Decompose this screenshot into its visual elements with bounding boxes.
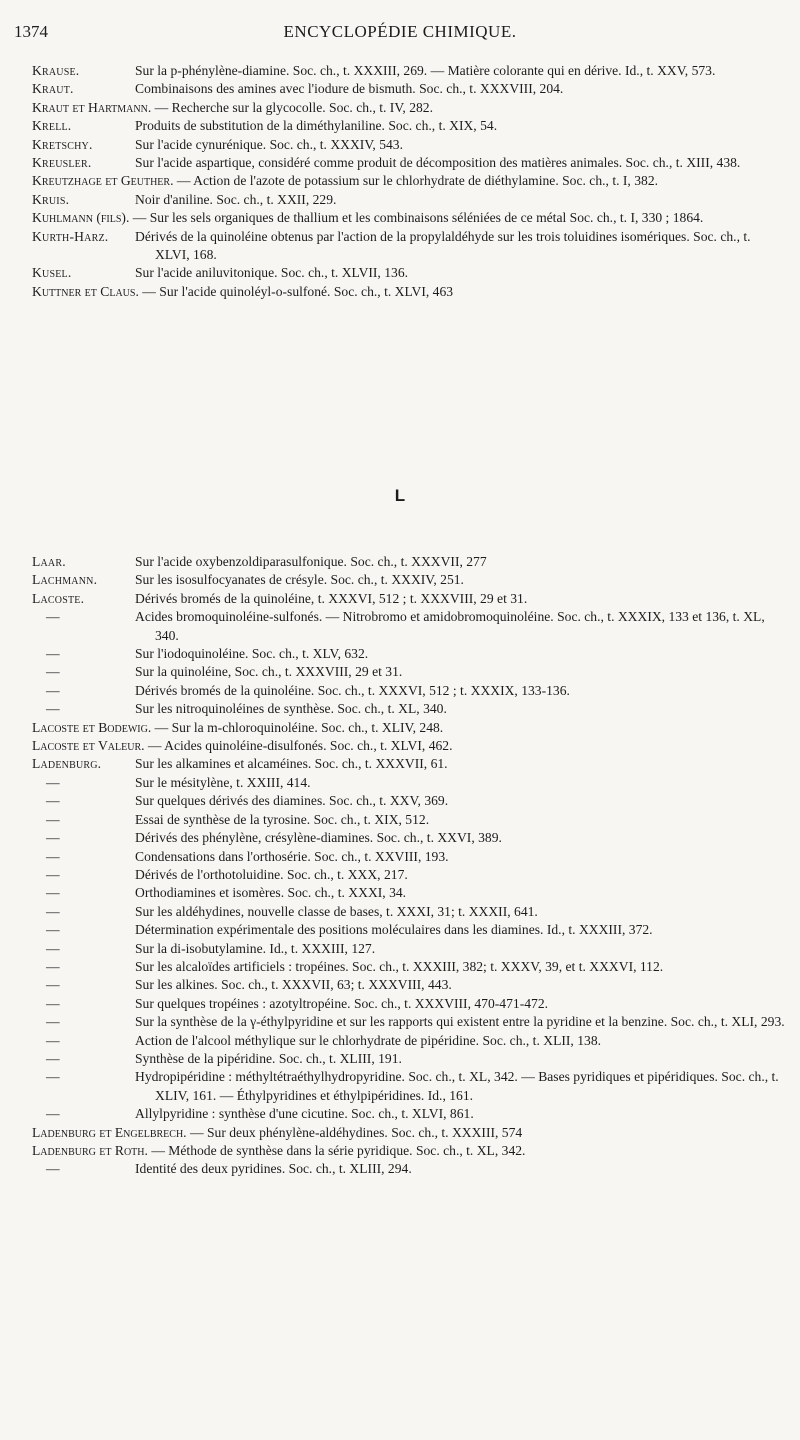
ditto-dash: — xyxy=(46,995,60,1011)
bibliography-entry xyxy=(32,80,788,98)
bibliography-entry xyxy=(32,264,788,282)
entry-author: Kuttner et Claus. xyxy=(32,283,139,299)
bibliography-entry xyxy=(32,940,788,958)
ditto-dash: — xyxy=(46,609,60,625)
ditto-dash: — xyxy=(46,774,60,790)
entry-text: Combinaisons des amines avec l'iodure de bismuth. Soc. ch., t. XXXVIII, 204. xyxy=(135,81,564,97)
bibliography-entry xyxy=(32,590,788,608)
entry-text: Dérivés de la quinoléine obtenus par l'action de la propylaldéhyde sur les trois toluidines isomériques. Soc. ch., t. XLVI, 168. xyxy=(135,228,751,263)
bibliography-entry xyxy=(32,209,788,227)
entry-text: Sur l'acide aspartique, considéré comme produit de décomposition des matières animales. Soc. ch., t. XIII, 438. xyxy=(135,155,741,171)
entry-text: Noir d'aniline. Soc. ch., t. XXII, 229. xyxy=(135,191,337,207)
ditto-dash: — xyxy=(46,1050,60,1066)
bibliography-entry xyxy=(32,1013,788,1031)
entry-text: Dérivés bromés de la quinoléine. Soc. ch., t. XXXVI, 512 ; t. XXXIX, 133-136. xyxy=(135,682,570,698)
ditto-dash: — xyxy=(46,848,60,864)
entry-text: — Sur deux phénylène-aldéhydines. Soc. ch., t. XXXIII, 574 xyxy=(189,1124,523,1140)
bibliography-entry xyxy=(32,663,788,681)
entry-text: Condensations dans l'orthosérie. Soc. ch., t. XXVIII, 193. xyxy=(135,848,449,864)
entry-text: Dérivés de l'orthotoluidine. Soc. ch., t. XXX, 217. xyxy=(135,866,408,882)
bibliography-entry xyxy=(32,571,788,589)
bibliography-entry xyxy=(32,62,788,80)
entry-text: Synthèse de la pipéridine. Soc. ch., t. XLIII, 191. xyxy=(135,1050,402,1066)
bibliography-entry xyxy=(32,848,788,866)
bibliography-entry xyxy=(32,700,788,718)
entry-text: Détermination expérimentale des positions moléculaires dans les diamines. Id., t. XXXIII, 372. xyxy=(135,922,653,938)
bibliography-entry xyxy=(32,829,788,847)
entry-text: Sur quelques dérivés des diamines. Soc. ch., t. XXV, 369. xyxy=(135,793,449,809)
page-header xyxy=(14,22,786,44)
entry-author: Laar. xyxy=(32,554,66,569)
bibliography-entry xyxy=(32,99,788,117)
bibliography-entry xyxy=(32,1142,788,1160)
entry-text: Hydropipéridine : méthyltétraéthylhydropyridine. Soc. ch., t. XL, 342. — Bases pyridiques et pipéridiques. Soc. ch., t. XLIV, 161. — Éthylpyridines et éthylpipéridines. Id., 161. xyxy=(135,1069,779,1103)
entry-text: Acides bromoquinoléine-sulfonés. — Nitrobromo et amidobromoquinoléine. Soc. ch., t. XXXIX, 133 et 136, t. XL, 340. xyxy=(135,609,765,643)
entry-line xyxy=(32,99,788,117)
bibliography-entry xyxy=(32,903,788,921)
entry-author: Kreusler. xyxy=(32,155,92,171)
entry-author: Lacoste et Valeur. xyxy=(32,738,145,754)
bibliography-entry xyxy=(32,117,788,135)
entry-author: Ladenburg. xyxy=(32,756,102,772)
bibliography-entry xyxy=(32,995,788,1013)
bibliography-entry xyxy=(32,958,788,976)
entry-text: Allylpyridine : synthèse d'une cicutine. Soc. ch., t. XLVI, 861. xyxy=(135,1106,474,1122)
entry-author: Krause. xyxy=(32,63,80,78)
entry-author: Lacoste et Bodewig. xyxy=(32,719,152,735)
bibliography-entry xyxy=(32,792,788,810)
section-k-entries xyxy=(32,62,788,301)
ditto-dash: — xyxy=(46,1069,60,1085)
ditto-dash: — xyxy=(46,793,60,809)
entry-text: — Action de l'azote de potassium sur le chlorhydrate de diéthylamine. Soc. ch., t. I, 382. xyxy=(176,173,659,189)
entry-text: Sur la p-phénylène-diamine. Soc. ch., t. XXXIII, 269. — Matière colorante qui en dérive. Id., t. XXV, 573. xyxy=(135,63,716,78)
ditto-dash: — xyxy=(46,664,60,680)
bibliography-entry xyxy=(32,608,788,645)
ditto-dash: — xyxy=(46,646,60,662)
ditto-dash: — xyxy=(46,1106,60,1122)
bibliography-entry xyxy=(32,737,788,755)
entry-line xyxy=(32,283,788,301)
entry-author: Kusel. xyxy=(32,265,72,281)
entry-text: — Acides quinoléine-disulfonés. Soc. ch., t. XLVI, 462. xyxy=(147,738,453,754)
entry-author: Kraut et Hartmann. xyxy=(32,99,152,115)
entry-author: Kruis. xyxy=(32,191,70,207)
ditto-dash: — xyxy=(46,1161,60,1177)
bibliography-entry xyxy=(32,755,788,773)
entry-text: Sur l'acide aniluvitonique. Soc. ch., t. XLVII, 136. xyxy=(135,265,409,281)
bibliography-entry xyxy=(32,1050,788,1068)
ditto-dash: — xyxy=(46,903,60,919)
entry-author: Ladenburg et Engelbrech. xyxy=(32,1124,187,1140)
entry-text: Action de l'alcool méthylique sur le chlorhydrate de pipéridine. Soc. ch., t. XLII, 138. xyxy=(135,1032,602,1048)
bibliography-entry xyxy=(32,154,788,172)
entry-text: Sur les isosulfocyanates de crésyle. Soc. ch., t. XXXIV, 251. xyxy=(135,572,464,588)
entry-text: — Sur les sels organiques de thallium et les combinaisons séléniées de ce métal Soc. ch., t. I, 330 ; 1864. xyxy=(132,210,704,226)
entry-text: Dérivés des phénylène, crésylène-diamines. Soc. ch., t. XXVI, 389. xyxy=(135,830,502,846)
section-l-entries xyxy=(32,553,788,1179)
entry-author: Lacoste. xyxy=(32,590,85,606)
entry-text: Sur les aldéhydines, nouvelle classe de bases, t. XXXI, 31; t. XXXII, 641. xyxy=(135,903,538,919)
entry-line xyxy=(32,1142,788,1160)
entry-text: — Sur la m-chloroquinoléine. Soc. ch., t. XLIV, 248. xyxy=(154,719,444,735)
entry-line xyxy=(32,1124,788,1142)
entry-text: Sur l'iodoquinoléine. Soc. ch., t. XLV, 632. xyxy=(135,646,369,662)
ditto-dash: — xyxy=(46,1014,60,1030)
entry-line xyxy=(32,172,788,190)
bibliography-entry xyxy=(32,811,788,829)
entry-text: Identité des deux pyridines. Soc. ch., t. XLIII, 294. xyxy=(135,1161,412,1177)
entry-text: Sur la synthèse de la γ-éthylpyridine et sur les rapports qui existent entre la pyridine et la benzine. Soc. ch., t. XLI, 293. xyxy=(135,1014,785,1030)
bibliography-entry xyxy=(32,191,788,209)
ditto-dash: — xyxy=(46,940,60,956)
page-number: 1374 xyxy=(14,22,48,41)
entry-line xyxy=(32,719,788,737)
ditto-dash: — xyxy=(46,958,60,974)
bibliography-entry xyxy=(32,884,788,902)
entry-text: Essai de synthèse de la tyrosine. Soc. ch., t. XIX, 512. xyxy=(135,811,430,827)
entry-author: Ladenburg et Roth. xyxy=(32,1143,148,1158)
bibliography-entry xyxy=(32,1124,788,1142)
entry-text: Sur les alkines. Soc. ch., t. XXXVII, 63; t. XXXVIII, 443. xyxy=(135,977,452,993)
bibliography-entry xyxy=(32,1068,788,1105)
letter-heading: L xyxy=(394,486,406,505)
bibliography-entry xyxy=(32,645,788,663)
ditto-dash: — xyxy=(46,811,60,827)
ditto-dash: — xyxy=(46,922,60,938)
bibliography-entry xyxy=(32,172,788,190)
entry-text: Produits de substitution de la diméthylaniline. Soc. ch., t. XIX, 54. xyxy=(135,118,498,134)
entry-author: Krell. xyxy=(32,118,72,134)
entry-text: Dérivés bromés de la quinoléine, t. XXXVI, 512 ; t. XXXVIII, 29 et 31. xyxy=(135,590,528,606)
bibliography-entry xyxy=(32,553,788,571)
entry-author: Kurth-Harz. xyxy=(32,228,109,244)
entry-line xyxy=(32,737,788,755)
ditto-dash: — xyxy=(46,866,60,882)
ditto-dash: — xyxy=(46,977,60,993)
entry-text: — Recherche sur la glycocolle. Soc. ch., t. IV, 282. xyxy=(154,99,433,115)
bibliography-entry xyxy=(32,136,788,154)
entry-line xyxy=(32,209,788,227)
entry-author: Kreutzhage et Geuther. xyxy=(32,173,174,189)
entry-text: Sur l'acide cynurénique. Soc. ch., t. XXXIV, 543. xyxy=(135,136,403,152)
bibliography-entry xyxy=(32,976,788,994)
entry-text: Sur la quinoléine, Soc. ch., t. XXXVIII, 29 et 31. xyxy=(135,664,403,680)
entry-text: Sur les nitroquinoléines de synthèse. Soc. ch., t. XL, 340. xyxy=(135,701,447,717)
entry-author: Lachmann. xyxy=(32,572,98,588)
ditto-dash: — xyxy=(46,1032,60,1048)
bibliography-entry xyxy=(32,283,788,301)
entry-text: Sur les alcaloïdes artificiels : tropéines. Soc. ch., t. XXXIII, 382; t. XXXV, 39, et t. XXXVI, 112. xyxy=(135,958,664,974)
bibliography-entry xyxy=(32,1160,788,1178)
entry-text: Orthodiamines et isomères. Soc. ch., t. XXXI, 34. xyxy=(135,885,407,901)
entry-text: Sur quelques tropéines : azotyltropéine. Soc. ch., t. XXXVIII, 470-471-472. xyxy=(135,995,549,1011)
ditto-dash: — xyxy=(46,830,60,846)
bibliography-entry xyxy=(32,774,788,792)
entry-author: Kuhlmann (fils). xyxy=(32,210,130,226)
entry-text: Sur le mésitylène, t. XXIII, 414. xyxy=(135,774,311,790)
bibliography-entry xyxy=(32,866,788,884)
entry-author: Kraut. xyxy=(32,81,74,97)
running-title: ENCYCLOPÉDIE CHIMIQUE. xyxy=(283,22,517,41)
entry-text: Sur la di-isobutylamine. Id., t. XXXIII, 127. xyxy=(135,940,376,956)
entry-text: Sur l'acide oxybenzoldiparasulfonique. Soc. ch., t. XXXVII, 277 xyxy=(135,554,487,569)
entry-text: — Sur l'acide quinoléyl-o-sulfoné. Soc. ch., t. XLVI, 463 xyxy=(142,283,454,299)
bibliography-entry xyxy=(32,1032,788,1050)
ditto-dash: — xyxy=(46,885,60,901)
ditto-dash: — xyxy=(46,682,60,698)
bibliography-entry xyxy=(32,1105,788,1123)
bibliography-entry xyxy=(32,228,788,265)
entry-author: Kretschy. xyxy=(32,136,93,152)
bibliography-entry xyxy=(32,719,788,737)
bibliography-entry xyxy=(32,682,788,700)
bibliography-entry xyxy=(32,921,788,939)
ditto-dash: — xyxy=(46,701,60,717)
entry-text: — Méthode de synthèse dans la série pyridique. Soc. ch., t. XL, 342. xyxy=(151,1143,526,1158)
entry-text: Sur les alkamines et alcaméines. Soc. ch., t. XXXVII, 61. xyxy=(135,756,448,772)
